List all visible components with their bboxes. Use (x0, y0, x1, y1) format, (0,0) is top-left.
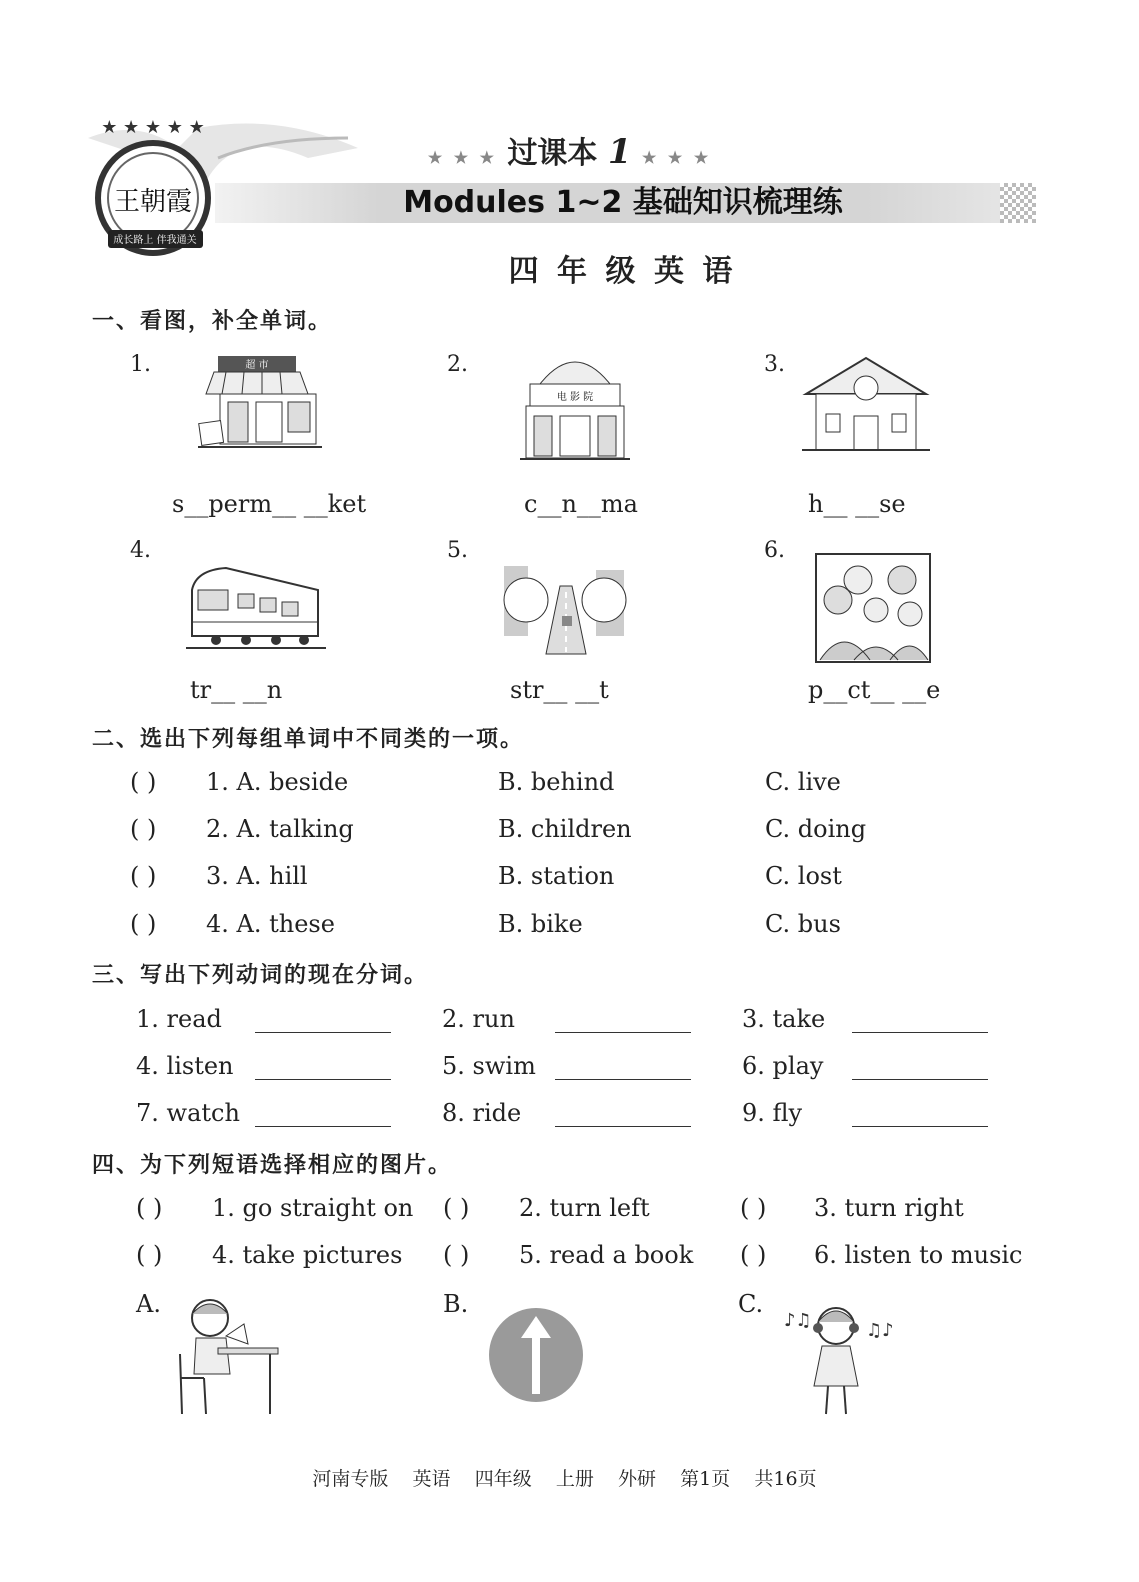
s3-item8: 8. ride (442, 1099, 522, 1127)
s1-item3-word: h__ __se (808, 490, 906, 518)
s4-item1: 1. go straight on (212, 1194, 414, 1222)
s4-option-a-label: A. (136, 1290, 161, 1318)
train-icon (186, 560, 326, 652)
subtitle: 四 年 级 英 语 (508, 254, 737, 289)
s3-item6-blank[interactable] (852, 1059, 988, 1080)
s2-row3-c: C. lost (765, 862, 842, 890)
s2-row1-b: B. behind (498, 768, 615, 796)
s3-item8-blank[interactable] (555, 1106, 691, 1127)
s3-item5-blank[interactable] (555, 1059, 691, 1080)
s3-item9: 9. fly (742, 1099, 803, 1127)
s3-item2-blank[interactable] (555, 1012, 691, 1033)
s3-item3-blank[interactable] (852, 1012, 988, 1033)
logo-name: 王朝霞 (113, 187, 193, 217)
girl-music-icon (778, 1296, 894, 1420)
s1-item4-num: 4. (130, 538, 151, 563)
series-label: 过课本 (507, 136, 598, 171)
s2-row2-a: 2. A. talking (206, 815, 354, 843)
s4-item6: 6. listen to music (814, 1241, 1023, 1269)
s2-row3-a: 3. A. hill (206, 862, 308, 890)
s4-item2: 2. turn left (519, 1194, 650, 1222)
svg-text:♫♪: ♫♪ (866, 1320, 894, 1341)
s2-row3-paren[interactable]: ( ) (130, 862, 157, 890)
s1-item2-word: c__n__ma (524, 490, 638, 518)
s4-option-b-label: B. (443, 1290, 469, 1318)
s2-row4-c: C. bus (765, 910, 841, 938)
supermarket-icon (196, 352, 326, 452)
s4-item3-paren[interactable]: ( ) (740, 1194, 767, 1222)
s2-row3-b: B. station (498, 862, 615, 890)
s2-row1-c: C. live (765, 768, 841, 796)
s3-item4: 4. listen (136, 1052, 234, 1080)
s1-item6-num: 6. (764, 538, 785, 563)
s4-item6-paren[interactable]: ( ) (740, 1241, 767, 1269)
s3-item6: 6. play (742, 1052, 824, 1080)
s3-item4-blank[interactable] (255, 1059, 391, 1080)
s2-row2-c: C. doing (765, 815, 867, 843)
series-number: 1 (607, 132, 632, 172)
s1-item5-num: 5. (447, 538, 468, 563)
s2-row4-a: 4. A. these (206, 910, 335, 938)
section4-title: 四、为下列短语选择相应的图片。 (92, 1152, 453, 1178)
s1-item2-num: 2. (447, 352, 468, 377)
s1-item3-num: 3. (764, 352, 785, 377)
s1-item1-num: 1. (130, 352, 151, 377)
s4-item3: 3. turn right (814, 1194, 964, 1222)
s2-row4-b: B. bike (498, 910, 583, 938)
s4-option-c-label: C. (738, 1290, 764, 1318)
s4-item1-paren[interactable]: ( ) (136, 1194, 163, 1222)
s3-item7-blank[interactable] (255, 1106, 391, 1127)
s1-item5-word: str__ __t (510, 676, 609, 704)
boy-reading-icon (174, 1294, 284, 1418)
street-icon (496, 556, 636, 656)
svg-text:♪♫: ♪♫ (784, 1310, 812, 1331)
page-footer: 河南专版 英语 四年级 上册 外研 第1页 共16页 (312, 1468, 817, 1490)
s4-item5: 5. read a book (519, 1241, 694, 1269)
s1-item6-word: p__ct__ __e (808, 676, 941, 704)
s3-item5: 5. swim (442, 1052, 536, 1080)
section2-title: 二、选出下列每组单词中不同类的一项。 (92, 726, 525, 752)
section1-title: 一、看图，补全单词。 (92, 308, 333, 334)
series-title (0, 128, 1139, 172)
s2-row1-paren[interactable]: ( ) (130, 768, 157, 796)
stars-left: ★ ★ ★ (427, 148, 497, 167)
s1-item4-word: tr__ __n (190, 676, 283, 704)
straight-arrow-icon (487, 1306, 585, 1404)
s3-item9-blank[interactable] (852, 1106, 988, 1127)
s1-item1-word: s__perm__ __ket (172, 490, 367, 518)
logo-slogan: 成长路上 伴我通关 (113, 235, 197, 246)
s3-item3: 3. take (742, 1005, 826, 1033)
s2-row2-paren[interactable]: ( ) (130, 815, 157, 843)
s4-item4-paren[interactable]: ( ) (136, 1241, 163, 1269)
family-picture-icon (814, 552, 932, 664)
s4-item4: 4. take pictures (212, 1241, 403, 1269)
cinema-icon (520, 346, 630, 462)
s2-row2-b: B. children (498, 815, 632, 843)
main-title: Modules 1~2 基础知识梳理练 (403, 185, 843, 220)
house-icon (802, 354, 930, 454)
s2-row1-a: 1. A. beside (206, 768, 349, 796)
s4-item2-paren[interactable]: ( ) (443, 1194, 470, 1222)
s3-item7: 7. watch (136, 1099, 240, 1127)
s4-item5-paren[interactable]: ( ) (443, 1241, 470, 1269)
stars-right: ★ ★ ★ (642, 148, 712, 167)
s3-item1-blank[interactable] (255, 1012, 391, 1033)
svg-text:★ ★ ★ ★ ★: ★ ★ ★ ★ ★ (101, 118, 205, 138)
supermarket-sign: 超 市 (245, 360, 269, 371)
cinema-sign: 电 影 院 (556, 392, 594, 403)
s3-item1: 1. read (136, 1005, 222, 1033)
s2-row4-paren[interactable]: ( ) (130, 910, 157, 938)
section3-title: 三、写出下列动词的现在分词。 (92, 962, 429, 988)
s3-item2: 2. run (442, 1005, 515, 1033)
